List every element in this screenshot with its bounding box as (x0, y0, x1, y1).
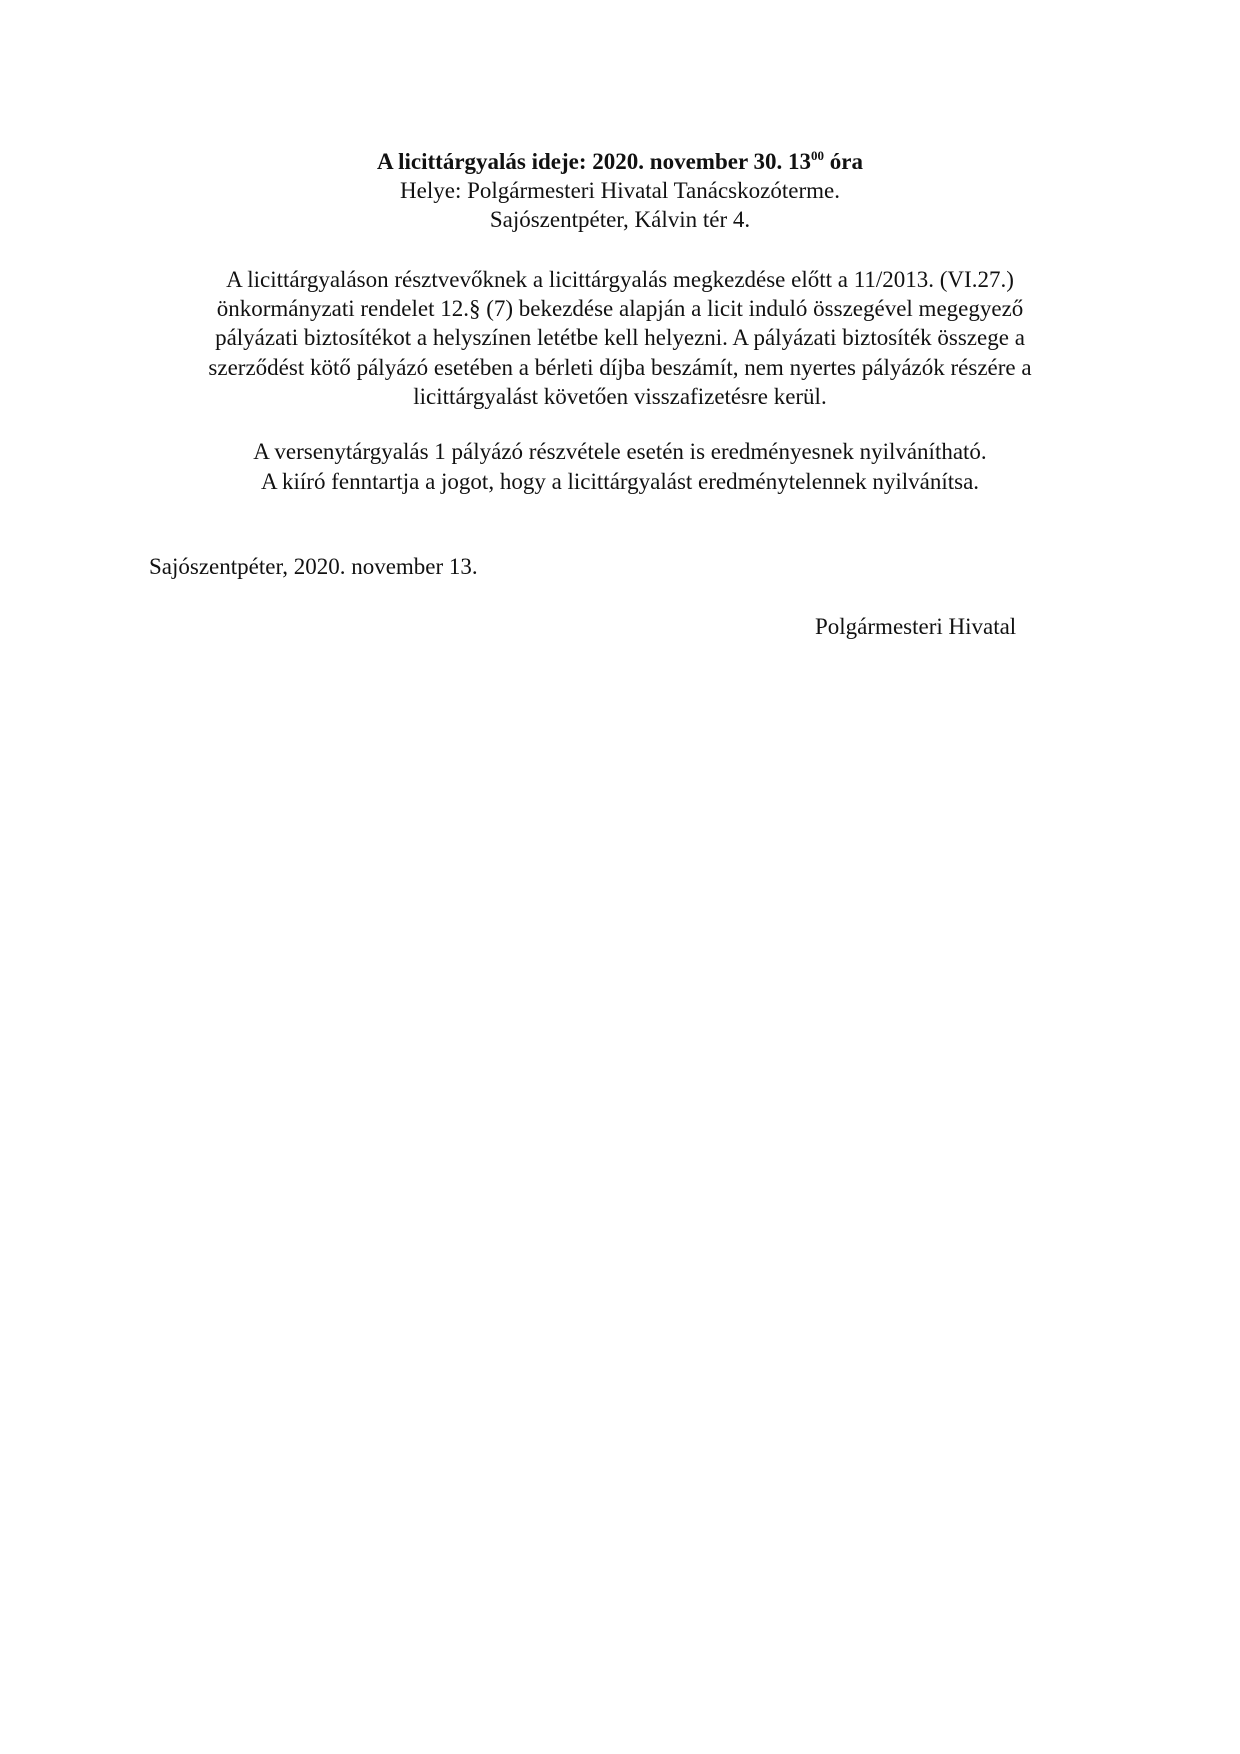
result-paragraph-line: A versenytárgyalás 1 pályázó részvétele esetén is eredményesnek nyilvánítható. (253, 439, 987, 464)
heading-minutes-superscript: 00 (811, 148, 824, 163)
signature-issuer: Polgármesteri Hivatal (815, 614, 1017, 639)
address-line: Sajószentpéter, Kálvin tér 4. (489, 207, 751, 232)
deposit-paragraph-line: licittárgyalást követően visszafizetésre kerül. (413, 383, 827, 409)
venue-line: Helye: Polgármesteri Hivatal Tanácskozóterme. (400, 178, 840, 203)
result-paragraph-line: A kiíró fenntartja a jogot, hogy a licittárgyalást eredménytelennek nyilvánítsa. (260, 468, 980, 494)
deposit-paragraph-line: A licittárgyaláson résztvevőknek a licittárgyalás megkezdése előtt a 11/2013. (VI.27.) (226, 267, 1014, 292)
place-and-date: Sajószentpéter, 2020. november 13. (149, 554, 478, 579)
deposit-paragraph (150, 265, 1090, 411)
auction-time-heading (150, 148, 1090, 176)
deposit-paragraph-line: önkormányzati rendelet 12.§ (7) bekezdése alapján a licit induló összegével megegyező (216, 296, 1024, 322)
heading-text: A licittárgyalás ideje: 2020. november 30. 13 (377, 149, 811, 174)
deposit-paragraph-line: szerződést kötő pályázó esetében a bérleti díjba beszámít, nem nyertes pályázók részére a (208, 354, 1032, 380)
deposit-paragraph-line: pályázati biztosítékot a helyszínen letétbe kell helyezni. A pályázati biztosíték összege a (215, 325, 1025, 351)
result-paragraph (150, 437, 1090, 496)
heading-suffix: óra (824, 149, 863, 174)
